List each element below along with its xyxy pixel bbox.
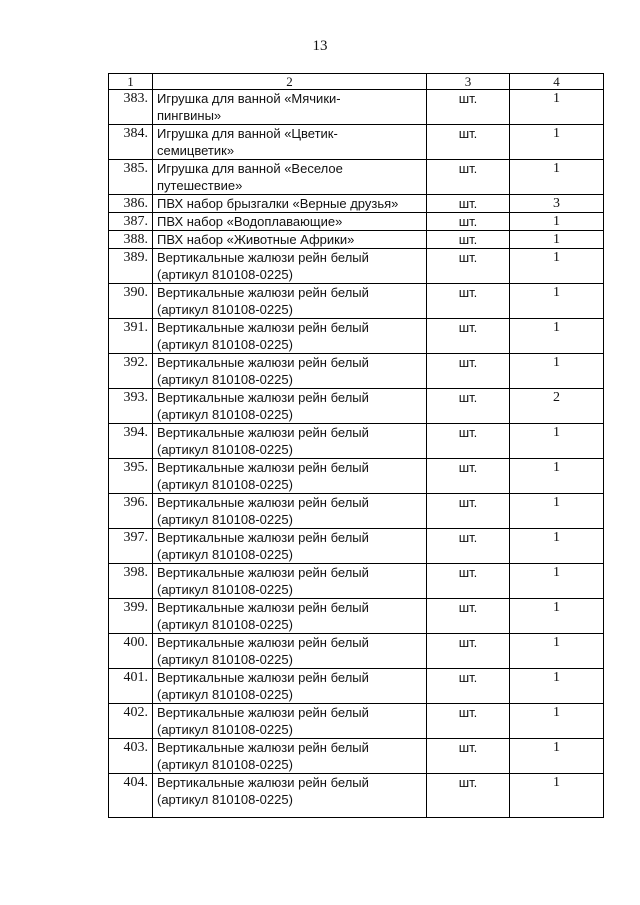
- item-name-line: Вертикальные жалюзи рейн белый: [157, 425, 369, 440]
- item-name: [153, 389, 427, 424]
- item-name-line: Вертикальные жалюзи рейн белый: [157, 740, 369, 755]
- item-quantity: 1: [510, 529, 604, 564]
- table-row: [109, 774, 604, 818]
- table-row: [109, 494, 604, 529]
- item-unit: шт.: [427, 599, 510, 634]
- item-name: [153, 494, 427, 529]
- item-unit: шт.: [427, 319, 510, 354]
- table-row: [109, 249, 604, 284]
- row-number: 386.: [109, 195, 153, 213]
- row-number: 393.: [109, 389, 153, 424]
- item-unit: шт.: [427, 459, 510, 494]
- item-name-line: Вертикальные жалюзи рейн белый: [157, 670, 369, 685]
- item-name-line: Вертикальные жалюзи рейн белый: [157, 565, 369, 580]
- item-name-line: (артикул 810108-0225): [157, 372, 293, 387]
- item-name-line: путешествие»: [157, 178, 243, 193]
- row-number: 396.: [109, 494, 153, 529]
- item-name: [153, 564, 427, 599]
- item-quantity: 1: [510, 160, 604, 195]
- item-name-line: (артикул 810108-0225): [157, 302, 293, 317]
- item-name-line: (артикул 810108-0225): [157, 442, 293, 457]
- item-name-line: (артикул 810108-0225): [157, 582, 293, 597]
- item-name-line: (артикул 810108-0225): [157, 617, 293, 632]
- row-number: 397.: [109, 529, 153, 564]
- row-number: 390.: [109, 284, 153, 319]
- item-quantity: 1: [510, 564, 604, 599]
- item-name-line: ПВХ набор «Животные Африки»: [157, 232, 355, 247]
- item-quantity: 1: [510, 494, 604, 529]
- item-name: [153, 739, 427, 774]
- item-name: [153, 669, 427, 704]
- table-row: [109, 319, 604, 354]
- item-quantity: 1: [510, 424, 604, 459]
- item-name: [153, 160, 427, 195]
- item-quantity: 1: [510, 669, 604, 704]
- item-name: [153, 213, 427, 231]
- row-number: 383.: [109, 90, 153, 125]
- item-name-line: Игрушка для ванной «Мячики-: [157, 91, 341, 106]
- row-number: 394.: [109, 424, 153, 459]
- item-quantity: 1: [510, 284, 604, 319]
- header-row: [109, 74, 604, 90]
- item-name-line: пингвины»: [157, 108, 222, 123]
- item-unit: шт.: [427, 213, 510, 231]
- table-row: [109, 564, 604, 599]
- item-quantity: 1: [510, 90, 604, 125]
- item-unit: шт.: [427, 634, 510, 669]
- item-name: [153, 704, 427, 739]
- item-name-line: Вертикальные жалюзи рейн белый: [157, 320, 369, 335]
- item-quantity: 1: [510, 125, 604, 160]
- table-row: [109, 125, 604, 160]
- table-row: [109, 213, 604, 231]
- row-number: 401.: [109, 669, 153, 704]
- item-name-line: Вертикальные жалюзи рейн белый: [157, 775, 369, 790]
- item-name-line: Вертикальные жалюзи рейн белый: [157, 390, 369, 405]
- table-row: [109, 634, 604, 669]
- item-name-line: (артикул 810108-0225): [157, 407, 293, 422]
- item-name: [153, 529, 427, 564]
- table-row: [109, 160, 604, 195]
- item-name: [153, 599, 427, 634]
- item-name: [153, 774, 427, 818]
- item-quantity: 1: [510, 354, 604, 389]
- item-name-line: (артикул 810108-0225): [157, 512, 293, 527]
- row-number: 399.: [109, 599, 153, 634]
- item-name: [153, 90, 427, 125]
- item-quantity: 1: [510, 704, 604, 739]
- row-number: 402.: [109, 704, 153, 739]
- page-number: 13: [312, 38, 328, 54]
- row-number: 385.: [109, 160, 153, 195]
- table-row: [109, 389, 604, 424]
- item-quantity: 1: [510, 319, 604, 354]
- row-number: 400.: [109, 634, 153, 669]
- item-name: [153, 284, 427, 319]
- row-number: 398.: [109, 564, 153, 599]
- table-row: [109, 284, 604, 319]
- table-row: [109, 354, 604, 389]
- item-name-line: Вертикальные жалюзи рейн белый: [157, 705, 369, 720]
- item-name-line: (артикул 810108-0225): [157, 687, 293, 702]
- table-body: [109, 90, 604, 818]
- item-unit: шт.: [427, 249, 510, 284]
- item-quantity: 2: [510, 389, 604, 424]
- row-number: 391.: [109, 319, 153, 354]
- item-name-line: ПВХ набор «Водоплавающие»: [157, 214, 343, 229]
- item-unit: шт.: [427, 195, 510, 213]
- item-name: [153, 249, 427, 284]
- row-number: 389.: [109, 249, 153, 284]
- item-name: [153, 231, 427, 249]
- item-name: [153, 424, 427, 459]
- table-row: [109, 704, 604, 739]
- item-name-line: (артикул 810108-0225): [157, 267, 293, 282]
- item-name-line: Вертикальные жалюзи рейн белый: [157, 495, 369, 510]
- item-unit: шт.: [427, 284, 510, 319]
- table-row: [109, 459, 604, 494]
- row-number: 388.: [109, 231, 153, 249]
- item-quantity: 1: [510, 231, 604, 249]
- item-unit: шт.: [427, 774, 510, 818]
- row-number: 387.: [109, 213, 153, 231]
- item-name-line: (артикул 810108-0225): [157, 652, 293, 667]
- table-row: [109, 739, 604, 774]
- item-name-line: (артикул 810108-0225): [157, 792, 293, 807]
- item-name: [153, 125, 427, 160]
- item-unit: шт.: [427, 231, 510, 249]
- item-unit: шт.: [427, 564, 510, 599]
- item-unit: шт.: [427, 125, 510, 160]
- row-number: 404.: [109, 774, 153, 818]
- header-col-3: 3: [427, 74, 510, 90]
- item-name-line: Игрушка для ванной «Веселое: [157, 161, 343, 176]
- row-number: 392.: [109, 354, 153, 389]
- item-unit: шт.: [427, 669, 510, 704]
- item-name-line: Вертикальные жалюзи рейн белый: [157, 285, 369, 300]
- item-name-line: семицветик»: [157, 143, 235, 158]
- item-quantity: 3: [510, 195, 604, 213]
- table-row: [109, 669, 604, 704]
- item-name-line: Игрушка для ванной «Цветик-: [157, 126, 338, 141]
- item-unit: шт.: [427, 704, 510, 739]
- item-name-line: (артикул 810108-0225): [157, 757, 293, 772]
- header-col-4: 4: [510, 74, 604, 90]
- item-unit: шт.: [427, 424, 510, 459]
- item-unit: шт.: [427, 529, 510, 564]
- item-unit: шт.: [427, 389, 510, 424]
- item-unit: шт.: [427, 494, 510, 529]
- item-name-line: ПВХ набор брызгалки «Верные друзья»: [157, 196, 399, 211]
- item-name-line: (артикул 810108-0225): [157, 477, 293, 492]
- item-unit: шт.: [427, 354, 510, 389]
- item-quantity: 1: [510, 739, 604, 774]
- item-name-line: Вертикальные жалюзи рейн белый: [157, 600, 369, 615]
- item-name: [153, 319, 427, 354]
- row-number: 395.: [109, 459, 153, 494]
- item-unit: шт.: [427, 160, 510, 195]
- item-name-line: Вертикальные жалюзи рейн белый: [157, 635, 369, 650]
- item-quantity: 1: [510, 249, 604, 284]
- table-row: [109, 599, 604, 634]
- item-name-line: (артикул 810108-0225): [157, 547, 293, 562]
- header-col-1: 1: [109, 74, 153, 90]
- item-name: [153, 195, 427, 213]
- row-number: 384.: [109, 125, 153, 160]
- table-row: [109, 90, 604, 125]
- header-col-2: 2: [153, 74, 427, 90]
- item-name-line: (артикул 810108-0225): [157, 722, 293, 737]
- row-number: 403.: [109, 739, 153, 774]
- item-name: [153, 354, 427, 389]
- item-unit: шт.: [427, 90, 510, 125]
- item-quantity: 1: [510, 459, 604, 494]
- item-quantity: 1: [510, 213, 604, 231]
- item-quantity: 1: [510, 634, 604, 669]
- item-name-line: Вертикальные жалюзи рейн белый: [157, 460, 369, 475]
- table-row: [109, 529, 604, 564]
- table-row: [109, 424, 604, 459]
- item-name-line: Вертикальные жалюзи рейн белый: [157, 530, 369, 545]
- table-row: [109, 195, 604, 213]
- item-name: [153, 634, 427, 669]
- item-quantity: 1: [510, 599, 604, 634]
- item-unit: шт.: [427, 739, 510, 774]
- items-table: [108, 73, 604, 818]
- item-name-line: Вертикальные жалюзи рейн белый: [157, 355, 369, 370]
- table-row: [109, 231, 604, 249]
- item-name-line: (артикул 810108-0225): [157, 337, 293, 352]
- item-name: [153, 459, 427, 494]
- item-name-line: Вертикальные жалюзи рейн белый: [157, 250, 369, 265]
- item-quantity: 1: [510, 774, 604, 818]
